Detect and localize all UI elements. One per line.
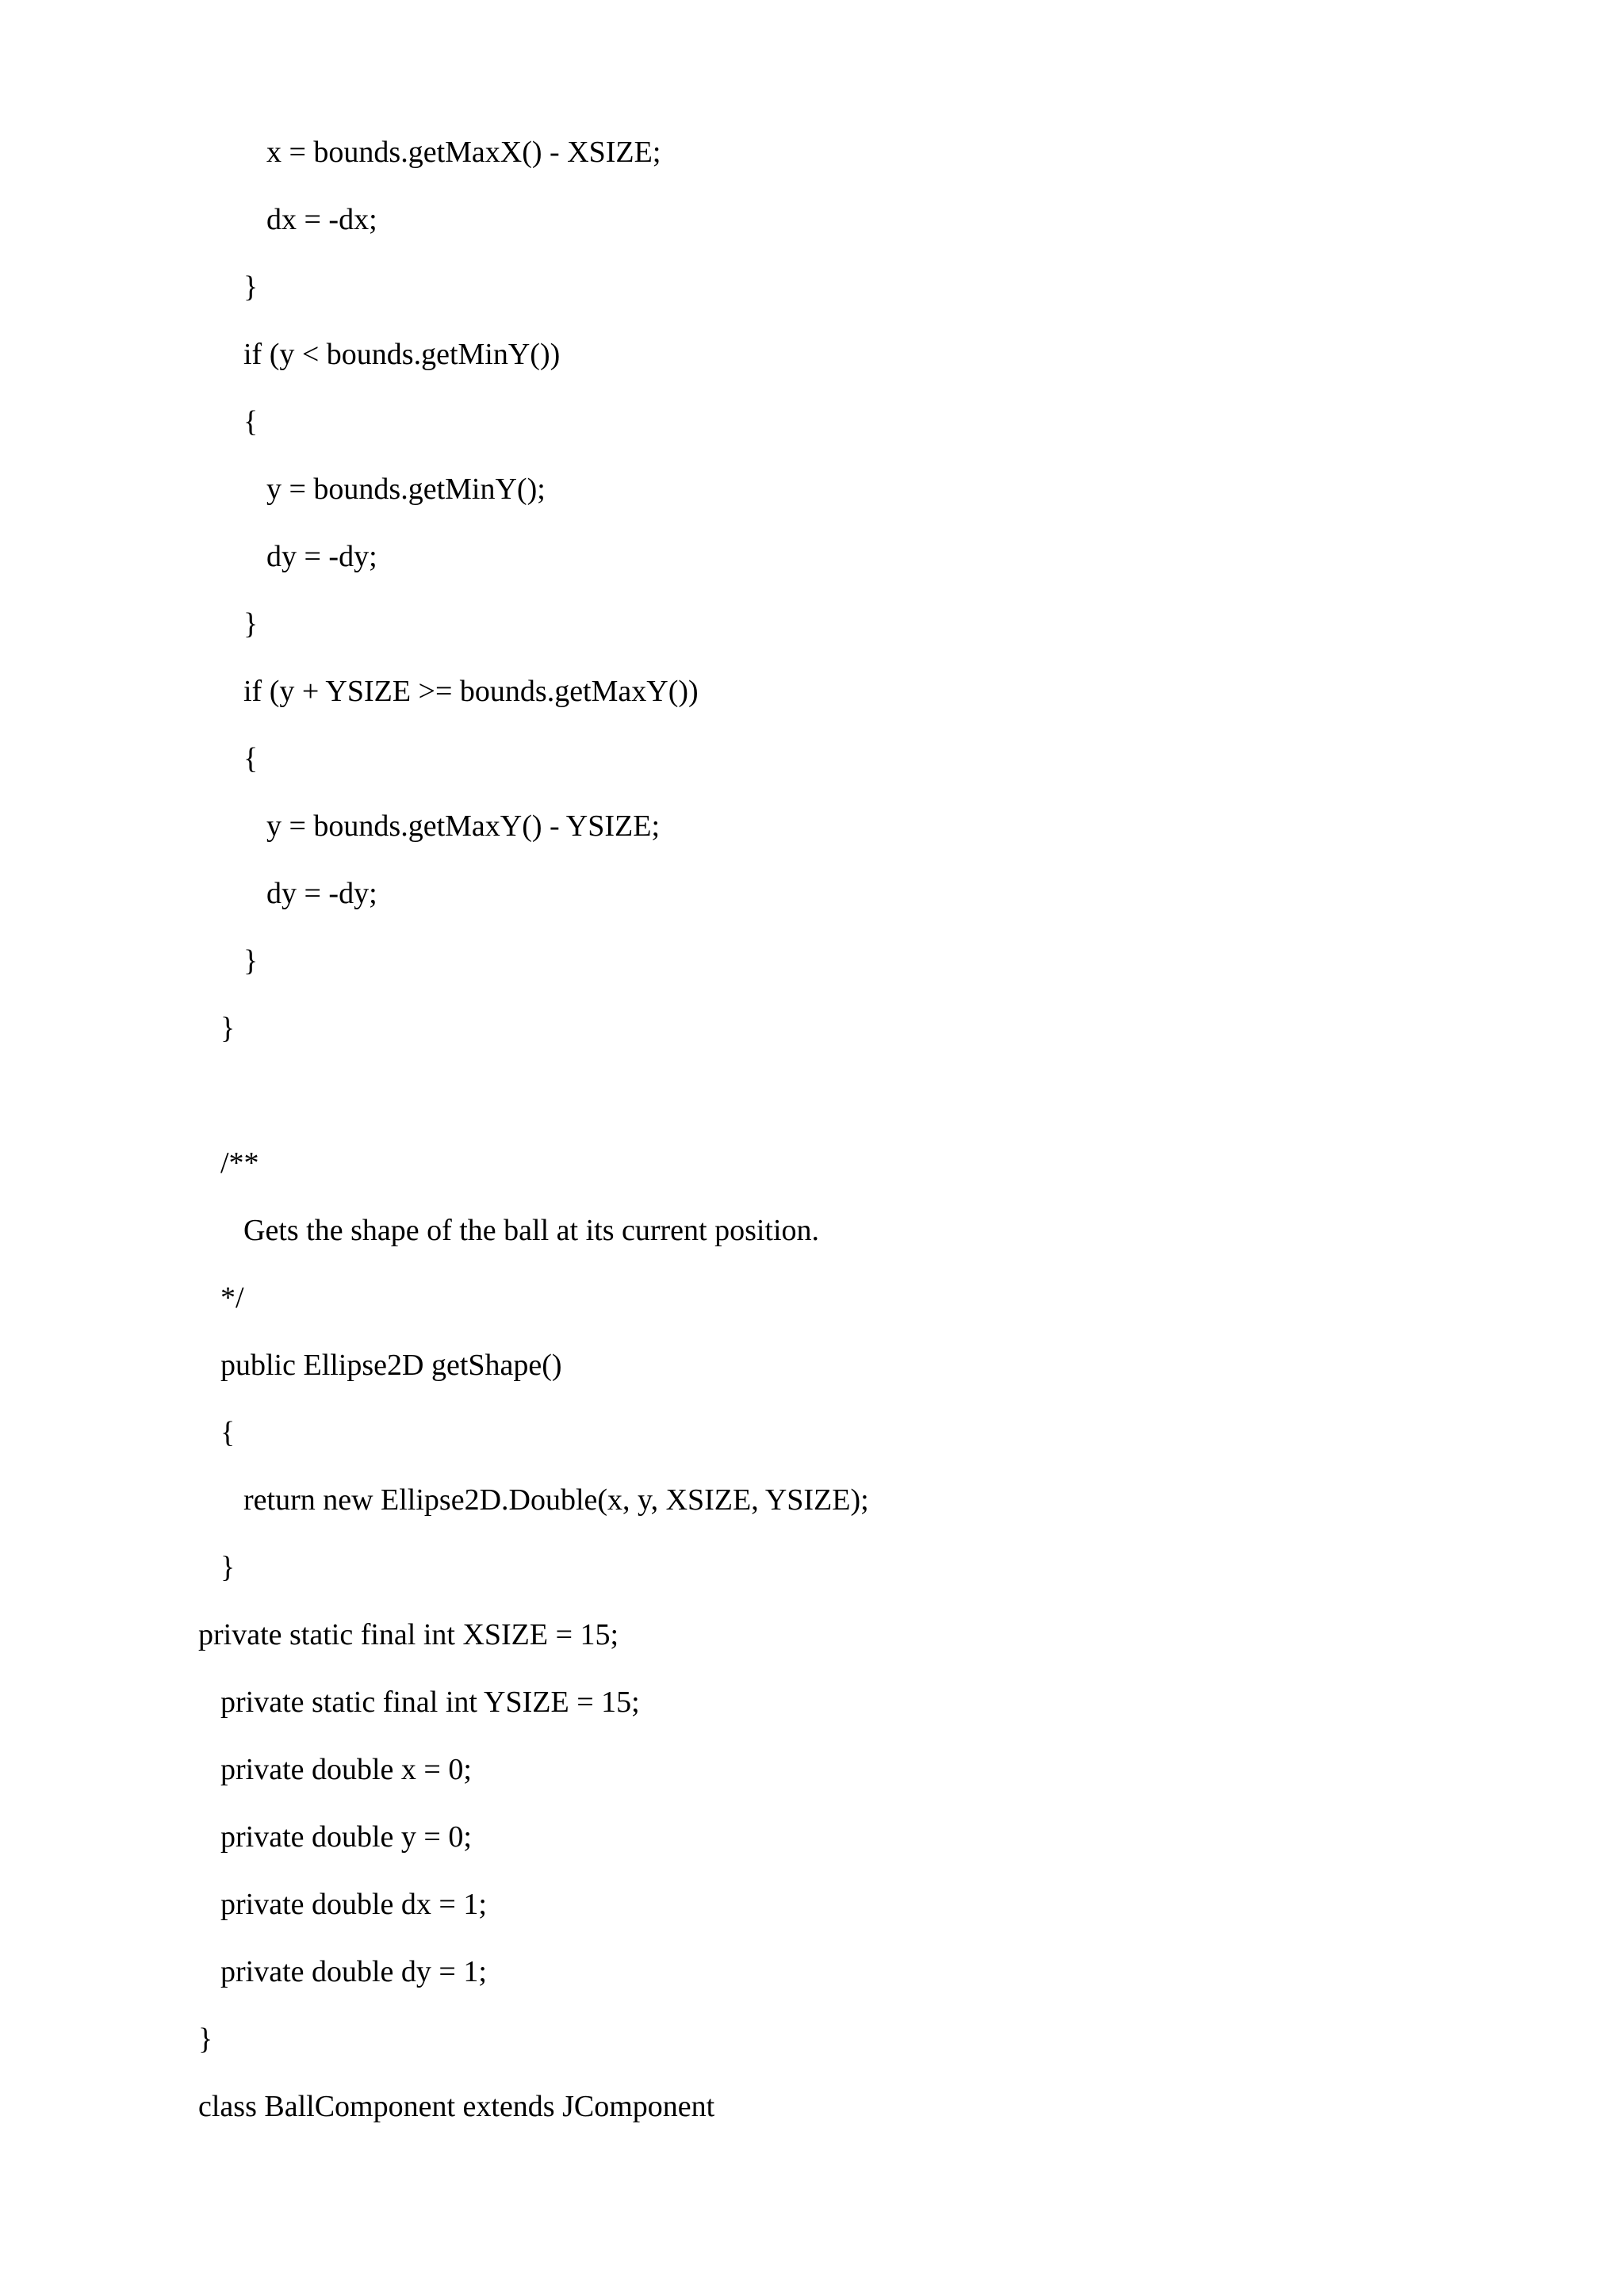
code-line: { — [243, 742, 259, 775]
code-line: dy = -dy; — [266, 540, 377, 573]
field-declaration: private double dx = 1; — [220, 1888, 487, 1921]
class-declaration: class BallComponent extends JComponent — [198, 2090, 715, 2123]
code-line: { — [220, 1416, 236, 1449]
code-line: if (y < bounds.getMinY()) — [243, 338, 561, 371]
code-line: y = bounds.getMinY(); — [266, 473, 546, 506]
field-declaration: private double x = 0; — [220, 1753, 472, 1786]
code-line: if (y + YSIZE >= bounds.getMaxY()) — [243, 675, 699, 708]
field-declaration: private static final int YSIZE = 15; — [220, 1686, 640, 1719]
code-line: } — [243, 607, 259, 641]
code-line: return new Ellipse2D.Double(x, y, XSIZE, YSIZE); — [243, 1483, 869, 1517]
code-line: { — [243, 405, 259, 438]
code-line: dx = -dx; — [266, 203, 377, 236]
code-line: x = bounds.getMaxX() - XSIZE; — [266, 136, 661, 169]
code-line: dy = -dy; — [266, 877, 377, 910]
field-declaration: private static final int XSIZE = 15; — [198, 1618, 619, 1651]
code-line: } — [243, 944, 259, 978]
code-line: } — [198, 2022, 213, 2056]
field-declaration: private double y = 0; — [220, 1820, 472, 1854]
comment-close: */ — [220, 1281, 244, 1314]
code-line: } — [243, 270, 259, 304]
code-line: } — [220, 1551, 236, 1584]
comment-open: /** — [220, 1146, 259, 1180]
code-line: } — [220, 1012, 236, 1045]
code-line: y = bounds.getMaxY() - YSIZE; — [266, 809, 661, 843]
field-declaration: private double dy = 1; — [220, 1955, 487, 1988]
method-signature: public Ellipse2D getShape() — [220, 1349, 562, 1382]
comment-text: Gets the shape of the ball at its current position. — [243, 1214, 820, 1247]
